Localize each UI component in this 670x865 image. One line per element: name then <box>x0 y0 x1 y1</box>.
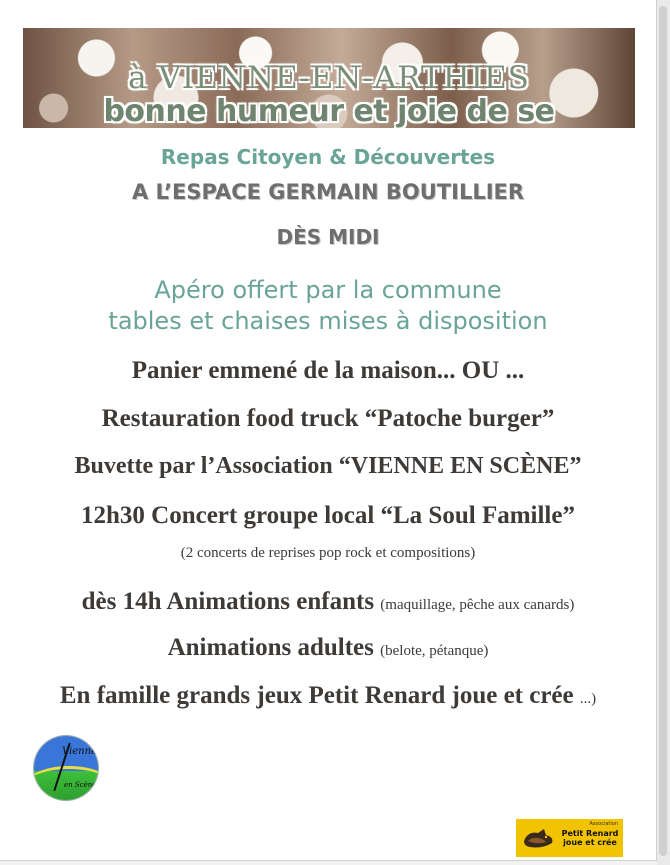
offer-line-2: tables et chaises mises à disposition <box>108 307 548 335</box>
program-restauration: Restauration food truck “Patoche burger” <box>101 405 555 432</box>
banner-tagline: bonne humeur et joie de se <box>103 94 555 128</box>
renard-logo-line-1: Petit Renard <box>561 829 619 838</box>
petit-renard-logo <box>516 819 623 857</box>
program-famille-note: ...) <box>579 691 597 707</box>
scrollbar-thumb[interactable] <box>659 6 667 856</box>
program-concert-note: (2 concerts de reprises pop rock et compositions) <box>180 545 476 561</box>
event-time: DÈS MIDI <box>276 225 380 249</box>
banner-image <box>23 28 635 128</box>
program-panier: Panier emmené de la maison... OU ... <box>131 357 525 384</box>
program-buvette: Buvette par l’Association “VIENNE EN SCÈNE” <box>74 453 582 479</box>
program-enfants: dès 14h Animations enfants <box>81 588 375 615</box>
vienne-en-scene-logo <box>34 736 98 800</box>
event-location: A L’ESPACE GERMAIN BOUTILLIER <box>131 180 525 204</box>
vienne-logo-text-2: en Scène <box>64 781 97 789</box>
program-adultes: Animations adultes <box>167 634 374 661</box>
vienne-logo-text-1: Vienne <box>62 746 97 757</box>
program-famille-row <box>0 682 656 710</box>
event-subtitle: Repas Citoyen & Découvertes <box>160 145 496 169</box>
renard-logo-line-2: joue et crée <box>563 838 617 847</box>
renard-logo-name <box>560 829 620 847</box>
offer-line-1: Apéro offert par la commune <box>154 276 502 304</box>
banner-title: à VIENNE-EN-ARTHIES <box>128 60 530 96</box>
fox-icon <box>522 827 556 849</box>
program-enfants-row <box>0 588 656 616</box>
program-famille: En famille grands jeux Petit Renard joue et crée <box>59 682 574 709</box>
program-adultes-note: (belote, pétanque) <box>380 643 489 659</box>
program-concert: 12h30 Concert groupe local “La Soul Famille” <box>81 502 575 529</box>
renard-association-label: Association <box>589 821 618 827</box>
program-adultes-row <box>0 634 656 662</box>
program-enfants-note: (maquillage, pêche aux canards) <box>380 597 575 613</box>
